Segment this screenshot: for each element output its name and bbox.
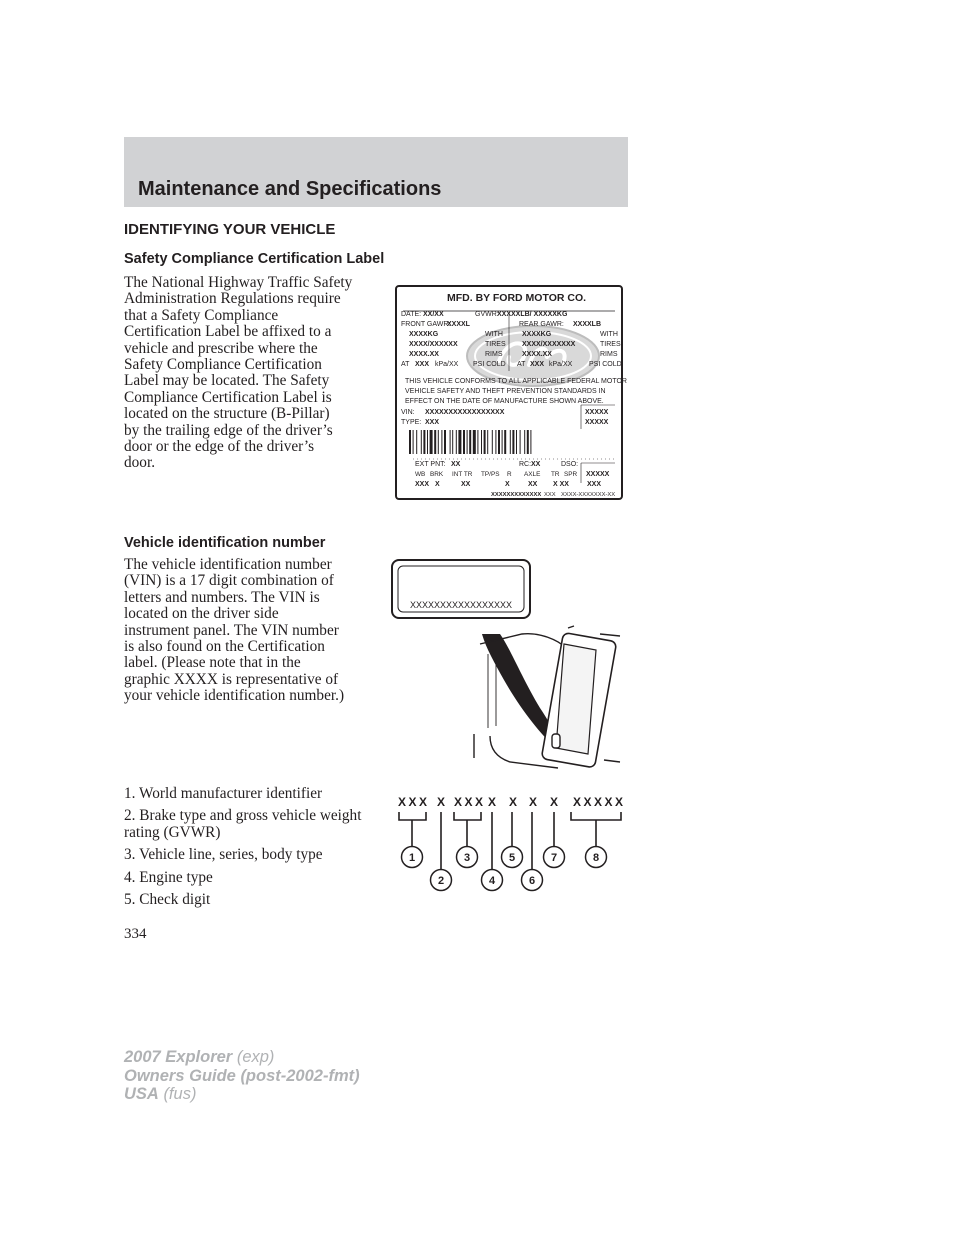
text-line: Label may be located. The Safety [124, 372, 330, 390]
psi-cold-left: PSI COLD [473, 361, 506, 368]
text-line: The National Highway Traffic Safety [124, 274, 353, 291]
code-r: R [507, 471, 512, 478]
callout-number-1: 1 [408, 852, 416, 864]
value-wb: XXX [415, 481, 430, 488]
text-line: door or the edge of the driver’s [124, 438, 315, 456]
value-trailing: XXX [587, 481, 602, 488]
bottom-code-b: XXX [544, 492, 556, 498]
with-label-left: WITH [485, 331, 503, 338]
text-line: by the trailing edge of the driver’s [124, 421, 333, 439]
code-axle: AXLE [524, 471, 541, 478]
vin-label: VIN: [401, 409, 415, 416]
list-item: 3. Vehicle line, series, body type [124, 846, 323, 864]
text-line: that a Safety Compliance [124, 306, 279, 324]
date-value: XX/XX [423, 311, 444, 318]
footer-guide: Owners Guide (post-2002-fmt) [124, 1066, 360, 1085]
vin-breakdown-diagram [390, 790, 630, 900]
type-label: TYPE: [401, 419, 422, 426]
at-label-right: AT [517, 361, 526, 368]
callout-number-5: 5 [508, 852, 516, 864]
front-gawr-value: XXXXL [447, 321, 470, 328]
value-brk: X [435, 481, 440, 488]
text-line: letters and numbers. The VIN is [124, 588, 320, 606]
rc-value: XX [531, 461, 541, 468]
rear-gawr-value: XXXXLB [573, 321, 602, 328]
kpa-left: kPa/XX [435, 361, 459, 368]
document-footer [124, 1048, 360, 1104]
text-line: Compliance Certification Label is [124, 388, 332, 406]
text-line: Certification Label be affixed to a [124, 323, 332, 341]
dso-label: DSO: [561, 461, 579, 468]
bottom-code-a: XXXXXXXXXXXXX [491, 492, 542, 498]
at-value-right: XXX [530, 361, 545, 368]
kpa-right: kPa/XX [549, 361, 573, 368]
callout-number-3: 3 [463, 852, 471, 864]
footer-market-code: (fus) [163, 1085, 197, 1103]
vin-location-diagram [390, 558, 622, 772]
rc-label: RC: [519, 461, 532, 468]
footer-model-code: (exp) [236, 1048, 275, 1066]
front-rim-value: XXXX.XX [409, 351, 439, 358]
code-spr: SPR [564, 471, 578, 478]
list-item: 2. Brake type and gross vehicle weight rating (GVWR) [124, 807, 362, 841]
front-kg-value: XXXXKG [409, 331, 439, 338]
code-brk: BRK [430, 471, 444, 478]
vin-heading: Vehicle identification number [124, 535, 326, 551]
text-line: located on the structure (B-Pillar) [124, 405, 330, 423]
bottom-code-c: XXXX-XXXXXXX-XX [561, 492, 616, 498]
value-axle: XX [528, 481, 538, 488]
code-tr: TR [551, 471, 560, 478]
callout-number-6: 6 [528, 875, 536, 887]
front-tire-value: XXXX/XXXXXX [409, 341, 458, 348]
vin-group-3: XXX [454, 795, 486, 809]
text-line: located on the driver side [124, 605, 279, 623]
list-item: 5. Check digit [124, 891, 211, 909]
code-int-tr: INT TR [452, 471, 473, 478]
text-line: (VIN) is a 17 digit combination of [124, 572, 334, 590]
vin-legend-list [124, 786, 374, 914]
rear-gawr-label: REAR GAWR: [519, 321, 564, 328]
code-wb: WB [415, 471, 426, 478]
compliance-line: VEHICLE SAFETY AND THEFT PREVENTION STANDARDS IN [405, 388, 606, 395]
vin-group-8: XXXXX [573, 795, 626, 809]
text-line: door. [124, 454, 156, 472]
front-gawr-label: FRONT GAWR: [401, 321, 451, 328]
section-header-title: Maintenance and Specifications [138, 178, 442, 200]
safety-label-paragraph [124, 275, 384, 472]
value-int-tr: XX [461, 481, 471, 488]
vin-group-1: XXX [398, 795, 430, 809]
label-title: MFD. BY FORD MOTOR CO. [447, 292, 587, 304]
callout-number-4: 4 [488, 875, 496, 887]
certification-label-figure [395, 285, 627, 500]
vin-value: XXXXXXXXXXXXXXXXX [425, 409, 505, 416]
date-label: DATE: [401, 311, 422, 318]
list-item: 1. World manufacturer identifier [124, 785, 323, 802]
compliance-line: EFFECT ON THE DATE OF MANUFACTURE SHOWN ABOVE. [405, 398, 604, 405]
ext-paint-label: EXT PNT: [415, 461, 446, 468]
list-item: 4. Engine type [124, 868, 213, 886]
callout-number-7: 7 [550, 852, 558, 864]
footer-model: 2007 Explorer [124, 1048, 233, 1066]
type-value: XXX [425, 419, 440, 426]
callout-number-2: 2 [437, 875, 445, 887]
value-tr-spr: X XX [553, 481, 569, 488]
rear-rim-value: XXXX.XX [522, 351, 552, 358]
footer-market: USA [124, 1085, 159, 1103]
page-title: IDENTIFYING YOUR VEHICLE [124, 221, 336, 238]
at-value-left: XXX [415, 361, 430, 368]
text-line: your vehicle identification number.) [124, 687, 345, 705]
rims-label-right: RIMS [600, 351, 618, 358]
text-line: instrument panel. The VIN number [124, 621, 339, 639]
trailing-box-value: XXXXX [586, 471, 610, 478]
value-r: X [505, 481, 510, 488]
rear-kg-value: XXXXKG [522, 331, 552, 338]
gvwr-label: GVWR: [475, 311, 499, 318]
vin-group-4: X [488, 795, 499, 809]
vin-group-2: X [437, 795, 448, 809]
rims-label-left: RIMS [485, 351, 503, 358]
rear-tire-value: XXXX/XXXXXXX [522, 341, 576, 348]
vin-paragraph [124, 557, 384, 705]
text-line: Safety Compliance Certification [124, 356, 322, 374]
text-line: vehicle and prescribe where the [124, 339, 318, 357]
vin-plate-text: XXXXXXXXXXXXXXXXX [410, 600, 513, 610]
vin-group-7: X [550, 795, 561, 809]
ext-paint-value: XX [451, 461, 461, 468]
gvwr-value: XXXXXLB/ XXXXXKG [497, 311, 568, 318]
side-box-line-1: XXXXX [585, 409, 609, 416]
page-number: 334 [124, 926, 147, 942]
callout-number-8: 8 [592, 852, 600, 864]
code-tp-ps: TP/PS [481, 471, 500, 478]
text-line: Administration Regulations require [124, 290, 341, 308]
text-line: The vehicle identification number [124, 556, 332, 573]
tires-label-left: TIRES [485, 341, 506, 348]
text-line: graphic XXXX is representative of [124, 670, 339, 688]
side-box-line-2: XXXXX [585, 419, 609, 426]
text-line: is also found on the Certification [124, 638, 325, 656]
barcode [409, 430, 609, 454]
vin-group-6: X [529, 795, 540, 809]
safety-label-heading: Safety Compliance Certification Label [124, 251, 385, 267]
text-line: label. (Please note that in the [124, 654, 301, 672]
psi-cold-right: PSI COLD [589, 361, 622, 368]
vin-group-5: X [509, 795, 520, 809]
tires-label-right: TIRES [600, 341, 621, 348]
with-label-right: WITH [600, 331, 618, 338]
at-label-left: AT [401, 361, 410, 368]
compliance-line: THIS VEHICLE CONFORMS TO ALL APPLICABLE FEDERAL MOTOR [405, 378, 627, 385]
